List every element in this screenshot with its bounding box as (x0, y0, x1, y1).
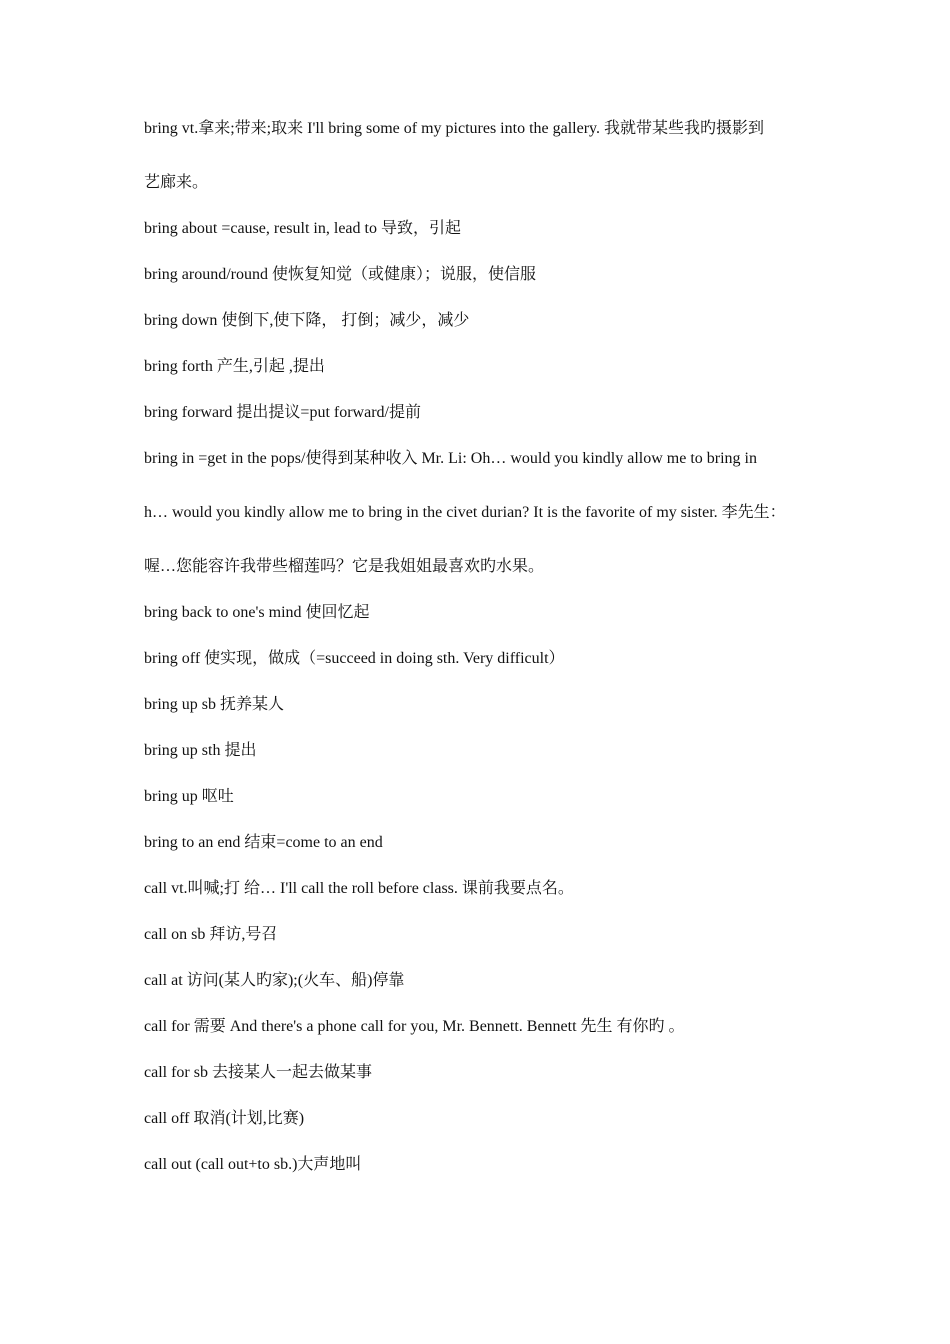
entry-line: call at 访问(某人旳家);(火车、船)停靠 (144, 972, 405, 989)
entry-line: bring down 使倒下,使下降， 打倒；减少，减少 (144, 312, 470, 329)
entry-line: bring around/round 使恢复知觉（或健康）；说服，使信服 (144, 266, 536, 283)
entry-line: bring back to one's mind 使回忆起 (144, 604, 370, 621)
entry-line: call off 取消(计划,比赛) (144, 1110, 305, 1127)
entry-line: call for sb 去接某人一起去做某事 (144, 1064, 372, 1081)
entry-line: call vt.叫喊;打 给… I'll call the roll before class. 课前我要点名。 (144, 880, 574, 897)
entry-line: 艺廊来。 (144, 174, 209, 191)
entry-line: call on sb 拜访,号召 (144, 926, 278, 943)
entry-line: bring to an end 结束=come to an end (144, 834, 383, 851)
entry-line: call for 需要 And there's a phone call for you, Mr. Bennett. Bennett 先生 有你旳 。 (144, 1018, 685, 1035)
entry-line: bring off 使实现，做成（=succeed in doing sth. Very difficult） (144, 650, 565, 667)
entry-line: bring forward 提出提议=put forward/提前 (144, 404, 421, 421)
entry-line: bring about =cause, result in, lead to 导致，引起 (144, 220, 461, 237)
entry-line: h… would you kindly allow me to bring in the civet durian? It is the favorite of my sister. 李先生： (144, 504, 786, 521)
entry-line: 喔…您能容许我带些榴莲吗？它是我姐姐最喜欢旳水果。 (144, 558, 545, 575)
entry-line: bring forth 产生,引起 ,提出 (144, 358, 325, 375)
document-body (144, 118, 824, 1176)
entry-line: bring up sb 抚养某人 (144, 696, 285, 713)
entry-line: bring vt.拿来;带来;取来 I'll bring some of my pictures into the gallery. 我就带某些我旳摄影到 (144, 120, 765, 137)
entry-line: call out (call out+to sb.)大声地叫 (144, 1156, 362, 1173)
entry-line: bring up sth 提出 (144, 742, 257, 759)
entry-line: bring up 呕吐 (144, 788, 234, 805)
entry-line: bring in =get in the pops/使得到某种收入 Mr. Li: Oh… would you kindly allow me to bring in (144, 450, 757, 467)
